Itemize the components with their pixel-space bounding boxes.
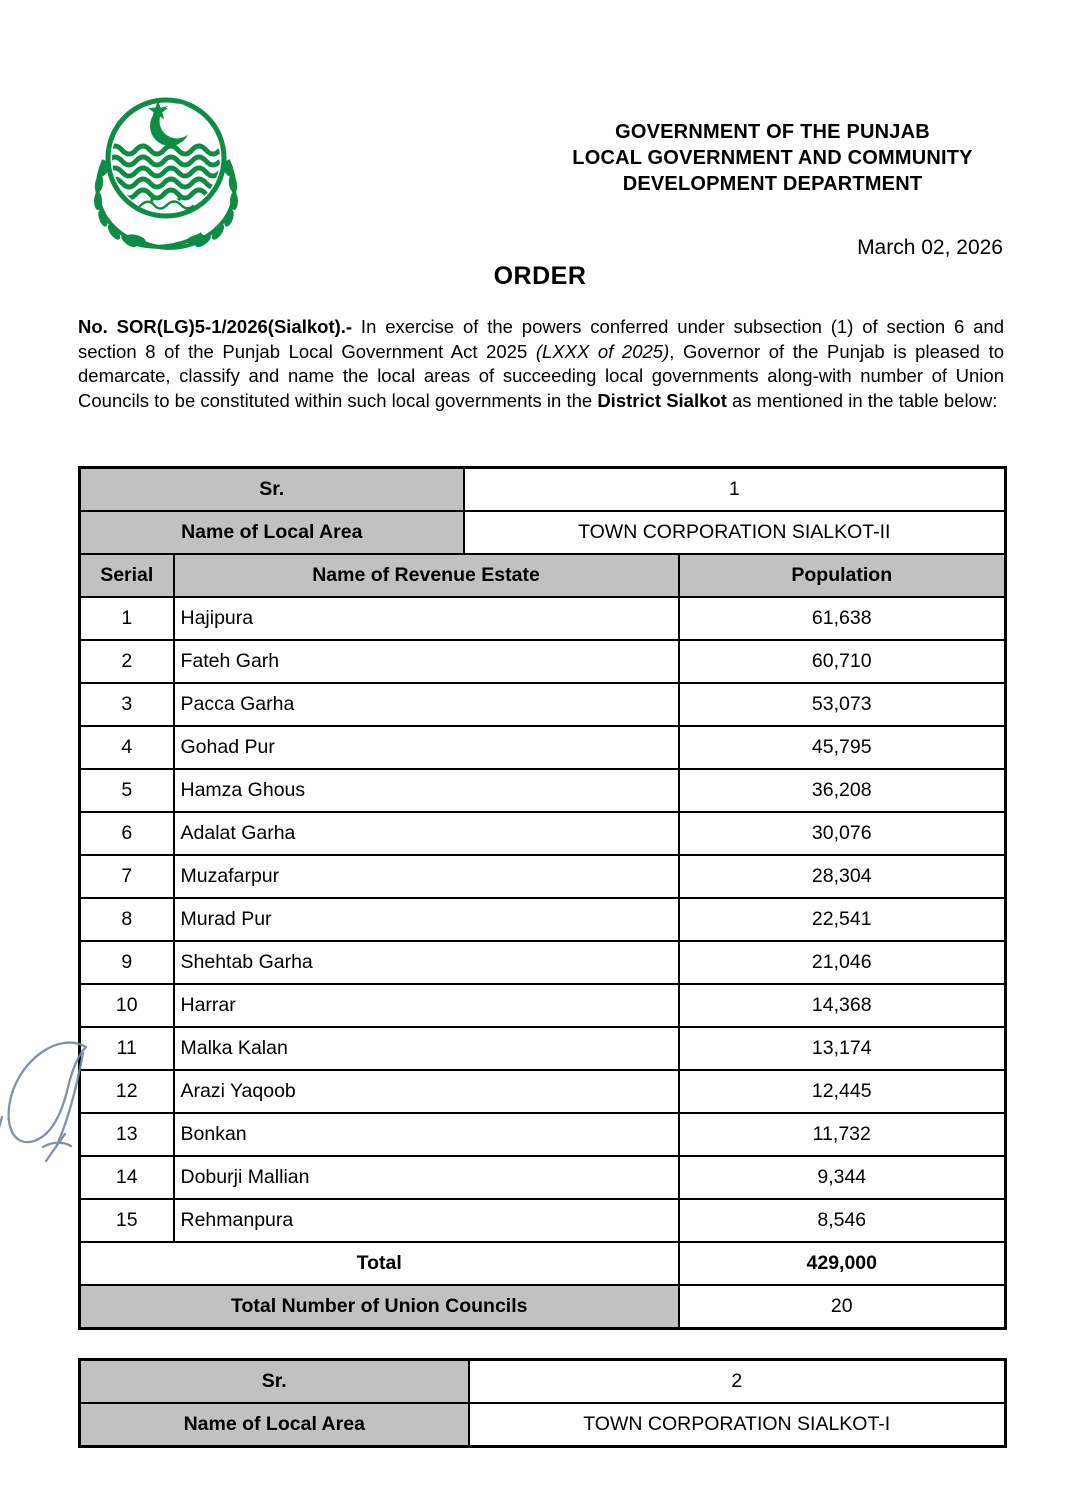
population-cell: 61,638 [679, 597, 1006, 640]
serial-cell: 9 [80, 941, 174, 984]
department-line-3: DEVELOPMENT DEPARTMENT [622, 173, 923, 195]
table-row [80, 898, 1006, 941]
population-cell: 22,541 [679, 898, 1006, 941]
department-heading [540, 119, 1005, 197]
paragraph-body-1: In exercise of the powers conferred under subsection (1) of section 6 and section 8 of the Punjab Local Government Act 2025 [78, 316, 1004, 362]
total-label: Total [80, 1242, 679, 1285]
table-row [80, 1070, 1006, 1113]
serial-cell: 2 [80, 640, 174, 683]
population-cell: 9,344 [679, 1156, 1006, 1199]
serial-cell: 15 [80, 1199, 174, 1242]
revenue-estate-cell: Murad Pur [174, 898, 679, 941]
union-councils-label: Total Number of Union Councils [80, 1285, 679, 1329]
population-cell: 14,368 [679, 984, 1006, 1027]
serial-cell: 12 [80, 1070, 174, 1113]
table-row [80, 640, 1006, 683]
revenue-estate-cell: Muzafarpur [174, 855, 679, 898]
serial-cell: 6 [80, 812, 174, 855]
punjab-government-logo-icon [78, 84, 254, 252]
table-row [80, 812, 1006, 855]
table-row [80, 1156, 1006, 1199]
column-header-revenue-estate: Name of Revenue Estate [174, 554, 679, 597]
table-row [80, 941, 1006, 984]
table-row [80, 1027, 1006, 1070]
table-row [80, 726, 1006, 769]
column-header-serial: Serial [80, 554, 174, 597]
table-row [80, 1199, 1006, 1242]
table-row [80, 683, 1006, 726]
paragraph-body-3: as mentioned in the table below: [726, 389, 998, 411]
act-number-italic: (LXXX of 2025) [535, 340, 670, 362]
local-area-label: Name of Local Area [80, 511, 464, 554]
column-header-population: Population [679, 554, 1006, 597]
table1-head-rows [80, 468, 1006, 598]
column-header-row [80, 554, 1006, 597]
local-area-row-2 [80, 1403, 1006, 1447]
serial-cell: 11 [80, 1027, 174, 1070]
serial-cell: 7 [80, 855, 174, 898]
table-row [80, 984, 1006, 1027]
serial-cell: 8 [80, 898, 174, 941]
sr-row-2 [80, 1360, 1006, 1404]
order-date: March 02, 2026 [857, 236, 1003, 259]
sr-row [80, 468, 1006, 512]
district-name-bold: District Sialkot [597, 389, 727, 411]
population-cell: 21,046 [679, 941, 1006, 984]
total-value: 429,000 [679, 1242, 1006, 1285]
serial-cell: 3 [80, 683, 174, 726]
revenue-estate-cell: Gohad Pur [174, 726, 679, 769]
population-cell: 60,710 [679, 640, 1006, 683]
population-cell: 8,546 [679, 1199, 1006, 1242]
order-reference-number: No. SOR(LG)5-1/2026(Sialkot).- [78, 316, 353, 337]
revenue-estate-cell: Fateh Garh [174, 640, 679, 683]
revenue-rows [80, 597, 1006, 1242]
revenue-estate-cell: Doburji Mallian [174, 1156, 679, 1199]
table-row [80, 1113, 1006, 1156]
population-cell: 30,076 [679, 812, 1006, 855]
order-title: ORDER [493, 262, 587, 290]
revenue-estate-cell: Arazi Yaqoob [174, 1070, 679, 1113]
population-cell: 28,304 [679, 855, 1006, 898]
population-cell: 12,445 [679, 1070, 1006, 1113]
sr-value: 1 [464, 468, 1006, 512]
sr-label: Sr. [80, 468, 464, 512]
serial-cell: 13 [80, 1113, 174, 1156]
population-cell: 53,073 [679, 683, 1006, 726]
revenue-estate-cell: Hamza Ghous [174, 769, 679, 812]
serial-cell: 14 [80, 1156, 174, 1199]
revenue-estate-cell: Rehmanpura [174, 1199, 679, 1242]
local-area-value: TOWN CORPORATION SIALKOT-II [464, 511, 1006, 554]
sr-label-2: Sr. [80, 1360, 469, 1404]
revenue-estate-cell: Pacca Garha [174, 683, 679, 726]
table-row [80, 769, 1006, 812]
population-cell: 13,174 [679, 1027, 1006, 1070]
serial-cell: 4 [80, 726, 174, 769]
order-paragraph [78, 315, 1004, 413]
union-councils-value: 20 [679, 1285, 1006, 1329]
pen-loop-annotation [0, 1035, 114, 1185]
revenue-estate-cell: Adalat Garha [174, 812, 679, 855]
local-area-table-1 [78, 466, 1007, 1330]
local-area-table-2 [78, 1358, 1007, 1448]
department-line-2: LOCAL GOVERNMENT AND COMMUNITY [572, 147, 973, 169]
table-row [80, 855, 1006, 898]
table-row [80, 597, 1006, 640]
table1-total-rows [80, 1242, 1006, 1329]
local-area-value-2: TOWN CORPORATION SIALKOT-I [469, 1403, 1006, 1447]
serial-cell: 10 [80, 984, 174, 1027]
sr-value-2: 2 [469, 1360, 1006, 1404]
revenue-estate-cell: Harrar [174, 984, 679, 1027]
department-line-1: GOVERNMENT OF THE PUNJAB [615, 121, 930, 143]
revenue-estate-cell: Hajipura [174, 597, 679, 640]
local-area-label-2: Name of Local Area [80, 1403, 469, 1447]
serial-cell: 1 [80, 597, 174, 640]
revenue-estate-cell: Malka Kalan [174, 1027, 679, 1070]
population-cell: 36,208 [679, 769, 1006, 812]
population-cell: 11,732 [679, 1113, 1006, 1156]
local-area-row [80, 511, 1006, 554]
revenue-estate-cell: Shehtab Garha [174, 941, 679, 984]
paragraph-body-2: , Governor of the Punjab is pleased to demarcate, classify and name the local areas of succeeding local governments along-with number of Union Councils to be constituted within such local governments in the [78, 340, 1004, 411]
serial-cell: 5 [80, 769, 174, 812]
union-councils-row [80, 1285, 1006, 1329]
revenue-estate-cell: Bonkan [174, 1113, 679, 1156]
total-row [80, 1242, 1006, 1285]
population-cell: 45,795 [679, 726, 1006, 769]
